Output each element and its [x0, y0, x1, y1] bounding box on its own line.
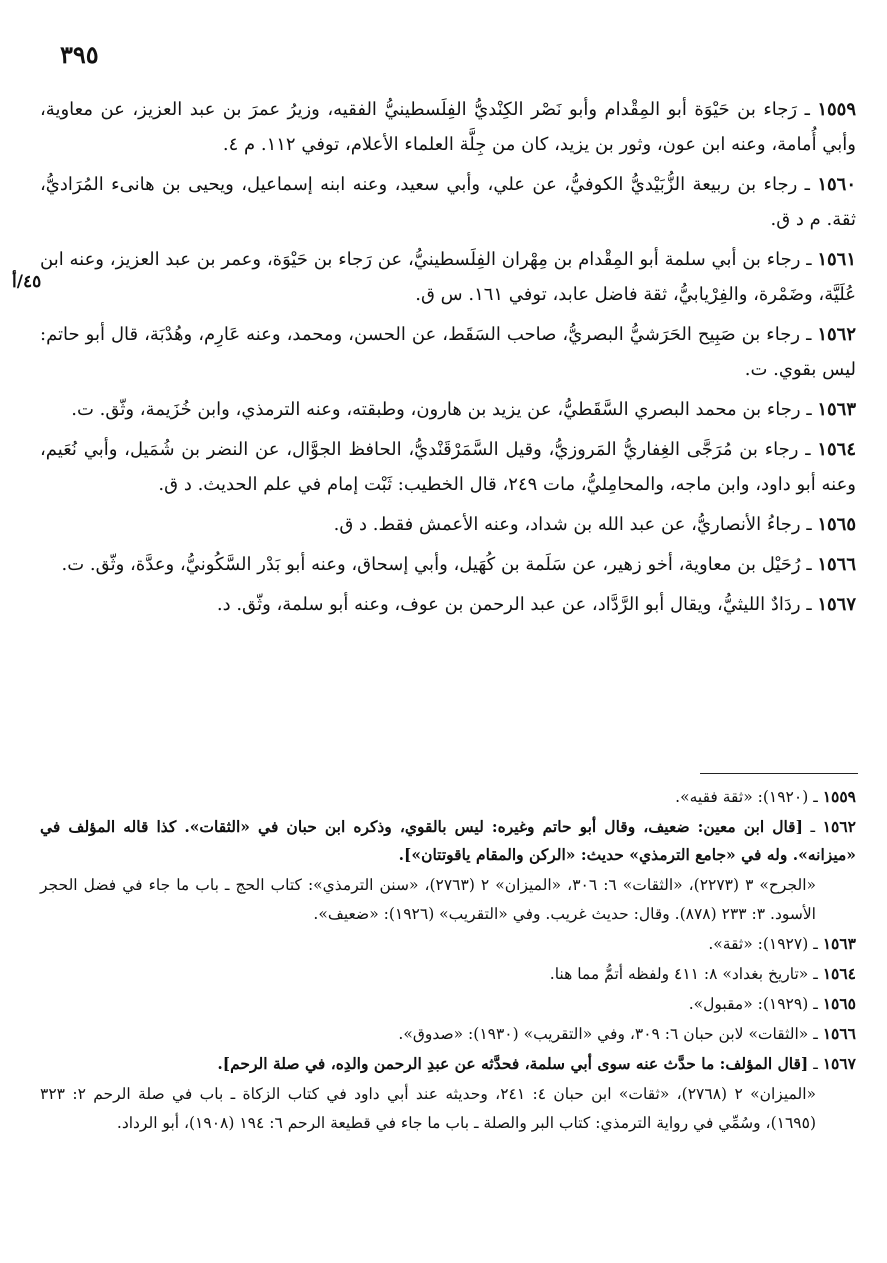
footnote-text: (١٩٢٠): «ثقة فقيه».	[675, 788, 809, 806]
entry-1566: ١٥٦٦ ـ رُحَيْل بن معاوية، أخو زهير، عن سَلَمة بن كُهَيل، وأبي إسحاق، وعنه أبو بَدْر السَّكُونيُّ، وعدَّة، وثّق. ت.	[61, 554, 856, 575]
entry-number: ١٥٦٦	[817, 554, 856, 575]
footnote-text: (١٩٢٩): «مقبول».	[688, 995, 809, 1013]
entry-1563: ١٥٦٣ ـ رجاء بن محمد البصري السَّقَطيُّ، عن يزيد بن هارون، وطبقته، وعنه الترمذي، وابن خُزَيمة، وثّق. ت.	[71, 399, 856, 420]
footnotes	[40, 783, 856, 1139]
footnote-continuation: «الميزان» ٢ (٢٧٦٨)، «ثقات» ابن حبان ٤: ٢٤١، وحديثه عند أبي داود في كتاب الزكاة ـ باب في صلة الرحم ٢: ٣٢٣ (١٦٩٥)، وسُمِّي في رواية الترمذي: كتاب البر والصلة ـ باب ما جاء في قطيعة الرحم ٦: ١٩٤ (١٩٠٨)، أبو الرداد.	[40, 1085, 817, 1132]
entry-number: ١٥٦٠	[817, 174, 857, 195]
entry-text: رُحَيْل بن معاوية، أخو زهير، عن سَلَمة بن كُهَيل، وأبي إسحاق، وعنه أبو بَدْر السَّكُونيُّ، وعدَّة، وثّق. ت.	[61, 554, 801, 575]
entry-1564: ١٥٦٤ ـ رجاء بن مُرَجَّى الغِفاريُّ المَروزيُّ، وقيل السَّمَرْقَنْديُّ، الحافظ الجوَّال، عن النضر بن شُمَيل، وأبي نُعَيم، وعنه أبو داود، وابن ماجه، والمحامِليُّ، مات ٢٤٩، قال الخطيب: ثَبْت إمام في علم الحديث. د ق.	[40, 439, 856, 495]
entry-number: ١٥٦٢	[817, 324, 857, 345]
footnote-number: ١٥٥٩	[822, 787, 856, 806]
entry-text: رجاء بن أبي سلمة أبو المِقْدام بن مِهْران الفِلَسطينيُّ، عن رَجاء بن حَيْوَة، وعمر بن عبد العزيز، وعنه ابن عُلَيَّة، وضَمْرة، والفِرْيابيُّ، ثقة فاضل عابد، توفي ١٦١. س ق.	[40, 249, 856, 305]
footnote-number: ١٥٦٥	[822, 994, 856, 1013]
footnote-number: ١٥٦٤	[822, 964, 856, 983]
entry-number: ١٥٦٥	[817, 514, 856, 535]
entry-1560: ١٥٦٠ ـ رجاء بن ربيعة الزُّبَيْديُّ الكوفيُّ، عن علي، وأبي سعيد، وعنه ابنه إسماعيل، ويحيى بن هانىء المُرَاديُّ، ثقة. م د ق.	[40, 174, 857, 230]
entry-text: رجاء بن صَبِيح الحَرَشيُّ البصريُّ، صاحب السَقَط، عن الحسن، ومحمد، وعنه عَارِم، وهُدْبَة، قال أبو حاتم: ليس بقوي. ت.	[40, 324, 856, 380]
footnote-1567: ١٥٦٧ ـ [قال المؤلف: ما حدَّث عنه سوى أبي سلمة، فحدَّثه عن عبدِ الرحمن والدِه، في صلة الرحم].	[217, 1054, 856, 1073]
entry-number: ١٥٦٣	[817, 399, 856, 420]
footnote-1565: ١٥٦٥ ـ (١٩٢٩): «مقبول».	[688, 994, 856, 1013]
entry-text: رجاء بن ربيعة الزُّبَيْديُّ الكوفيُّ، عن علي، وأبي سعيد، وعنه ابنه إسماعيل، ويحيى بن هانىء المُرَاديُّ، ثقة. م د ق.	[40, 174, 856, 230]
entry-1559: ١٥٥٩ ـ رَجاء بن حَيْوَة أبو المِقْدام وأبو نَصْر الكِنْديُّ الفِلَسطينيُّ الفقيه، وزيرُ عمرَ بن عبد العزيز، عن معاوية، وأبي أُمامة، وعنه ابن عون، وثور بن يزيد، كان من جِلَّة العلماء الأعلام، توفي ١١٢. م ٤.	[40, 99, 856, 155]
entry-text: رجاء بن مُرَجَّى الغِفاريُّ المَروزيُّ، وقيل السَّمَرْقَنْديُّ، الحافظ الجوَّال، عن النضر بن شُمَيل، وأبي نُعَيم، وعنه أبو داود، وابن ماجه، والمحامِليُّ، مات ٢٤٩، قال الخطيب: ثَبْت إمام في علم الحديث. د ق.	[40, 439, 856, 495]
footnote-continuation: «الجرح» ٣ (٢٢٧٣)، «الثقات» ٦: ٣٠٦، «الميزان» ٢ (٢٧٦٣)، «سنن الترمذي»: كتاب الحج ـ باب ما جاء في فضل الحجر الأسود. ٣: ٢٣٣ (٨٧٨). وقال: حديث غريب. وفي «التقريب» (١٩٢٦): «ضعيف».	[40, 876, 816, 923]
entry-1561: ١٥٦١ ـ رجاء بن أبي سلمة أبو المِقْدام بن مِهْران الفِلَسطينيُّ، عن رَجاء بن حَيْوَة، وعمر بن عبد العزيز، وعنه ابن عُلَيَّة، وضَمْرة، والفِرْيابيُّ، ثقة فاضل عابد، توفي ١٦١. س ق.	[40, 249, 856, 305]
footnote-1559: ١٥٥٩ ـ (١٩٢٠): «ثقة فقيه».	[675, 787, 856, 806]
entry-1565: ١٥٦٥ ـ رجاءُ الأنصاريُّ، عن عبد الله بن شداد، وعنه الأعمش فقط. د ق.	[333, 514, 856, 535]
entry-text: ردَادٌ الليثيُّ، ويقال أبو الرَّدَّاد، عن عبد الرحمن بن عوف، وعنه أبو سلمة، وثّق. د.	[216, 594, 801, 615]
footnote-1563: ١٥٦٣ ـ (١٩٢٧): «ثقة».	[708, 934, 856, 953]
entry-number: ١٥٦٤	[817, 439, 856, 460]
footnote-bold-text: [قال ابن معين: ضعيف، وقال أبو حاتم وغيره: ليس بالقوي، وذكره ابن حبان في «الثقات». كذا قاله المؤلف في «ميزانه». وله في «جامع الترمذي» حديث: «الركن والمقام ياقوتتان»].	[40, 817, 856, 864]
entry-number: ١٥٦١	[817, 249, 856, 270]
entry-text: رَجاء بن حَيْوَة أبو المِقْدام وأبو نَصْر الكِنْديُّ الفِلَسطينيُّ الفقيه، وزيرُ عمرَ بن عبد العزيز، عن معاوية، وأبي أُمامة، وعنه ابن عون، وثور بن يزيد، كان من جِلَّة العلماء الأعلام، توفي ١١٢. م ٤.	[40, 99, 856, 155]
entry-number: ١٥٥٩	[817, 99, 856, 120]
entry-1562: ١٥٦٢ ـ رجاء بن صَبِيح الحَرَشيُّ البصريُّ، صاحب السَقَط، عن الحسن، ومحمد، وعنه عَارِم، وهُدْبَة، قال أبو حاتم: ليس بقوي. ت.	[40, 324, 857, 380]
footnote-number: ١٥٦٧	[822, 1054, 856, 1073]
main-text	[40, 92, 856, 627]
margin-folio-note: ٤٥/أ	[12, 272, 42, 292]
page-number: ٣٩٥	[60, 40, 99, 69]
entry-1567: ١٥٦٧ ـ ردَادٌ الليثيُّ، ويقال أبو الرَّدَّاد، عن عبد الرحمن بن عوف، وعنه أبو سلمة، وثّق. د.	[216, 594, 856, 615]
entry-number: ١٥٦٧	[817, 594, 856, 615]
footnote-text: «تاريخ بغداد» ٨: ٤١١ ولفظه أتمُّ مما هنا.	[549, 965, 809, 983]
footnote-text: (١٩٢٧): «ثقة».	[708, 935, 809, 953]
footnote-number: ١٥٦٢	[822, 817, 856, 836]
footnote-1562: ١٥٦٢ ـ [قال ابن معين: ضعيف، وقال أبو حاتم وغيره: ليس بالقوي، وذكره ابن حبان في «الثقات». كذا قاله المؤلف في «ميزانه». وله في «جامع الترمذي» حديث: «الركن والمقام ياقوتتان»].	[40, 817, 856, 864]
footnote-1566: ١٥٦٦ ـ «الثقات» لابن حبان ٦: ٣٠٩، وفي «التقريب» (١٩٣٠): «صدوق».	[398, 1024, 856, 1043]
footnote-divider	[700, 773, 858, 774]
entry-text: رجاء بن محمد البصري السَّقَطيُّ، عن يزيد بن هارون، وطبقته، وعنه الترمذي، وابن خُزَيمة، وثّق. ت.	[71, 399, 801, 420]
entry-text: رجاءُ الأنصاريُّ، عن عبد الله بن شداد، وعنه الأعمش فقط. د ق.	[333, 514, 801, 535]
footnote-text: «الثقات» لابن حبان ٦: ٣٠٩، وفي «التقريب» (١٩٣٠): «صدوق».	[398, 1025, 809, 1043]
footnote-number: ١٥٦٦	[822, 1024, 856, 1043]
footnote-number: ١٥٦٣	[822, 934, 856, 953]
footnote-bold-text: [قال المؤلف: ما حدَّث عنه سوى أبي سلمة، فحدَّثه عن عبدِ الرحمن والدِه، في صلة الرحم].	[217, 1054, 809, 1073]
footnote-1564: ١٥٦٤ ـ «تاريخ بغداد» ٨: ٤١١ ولفظه أتمُّ مما هنا.	[549, 964, 856, 983]
